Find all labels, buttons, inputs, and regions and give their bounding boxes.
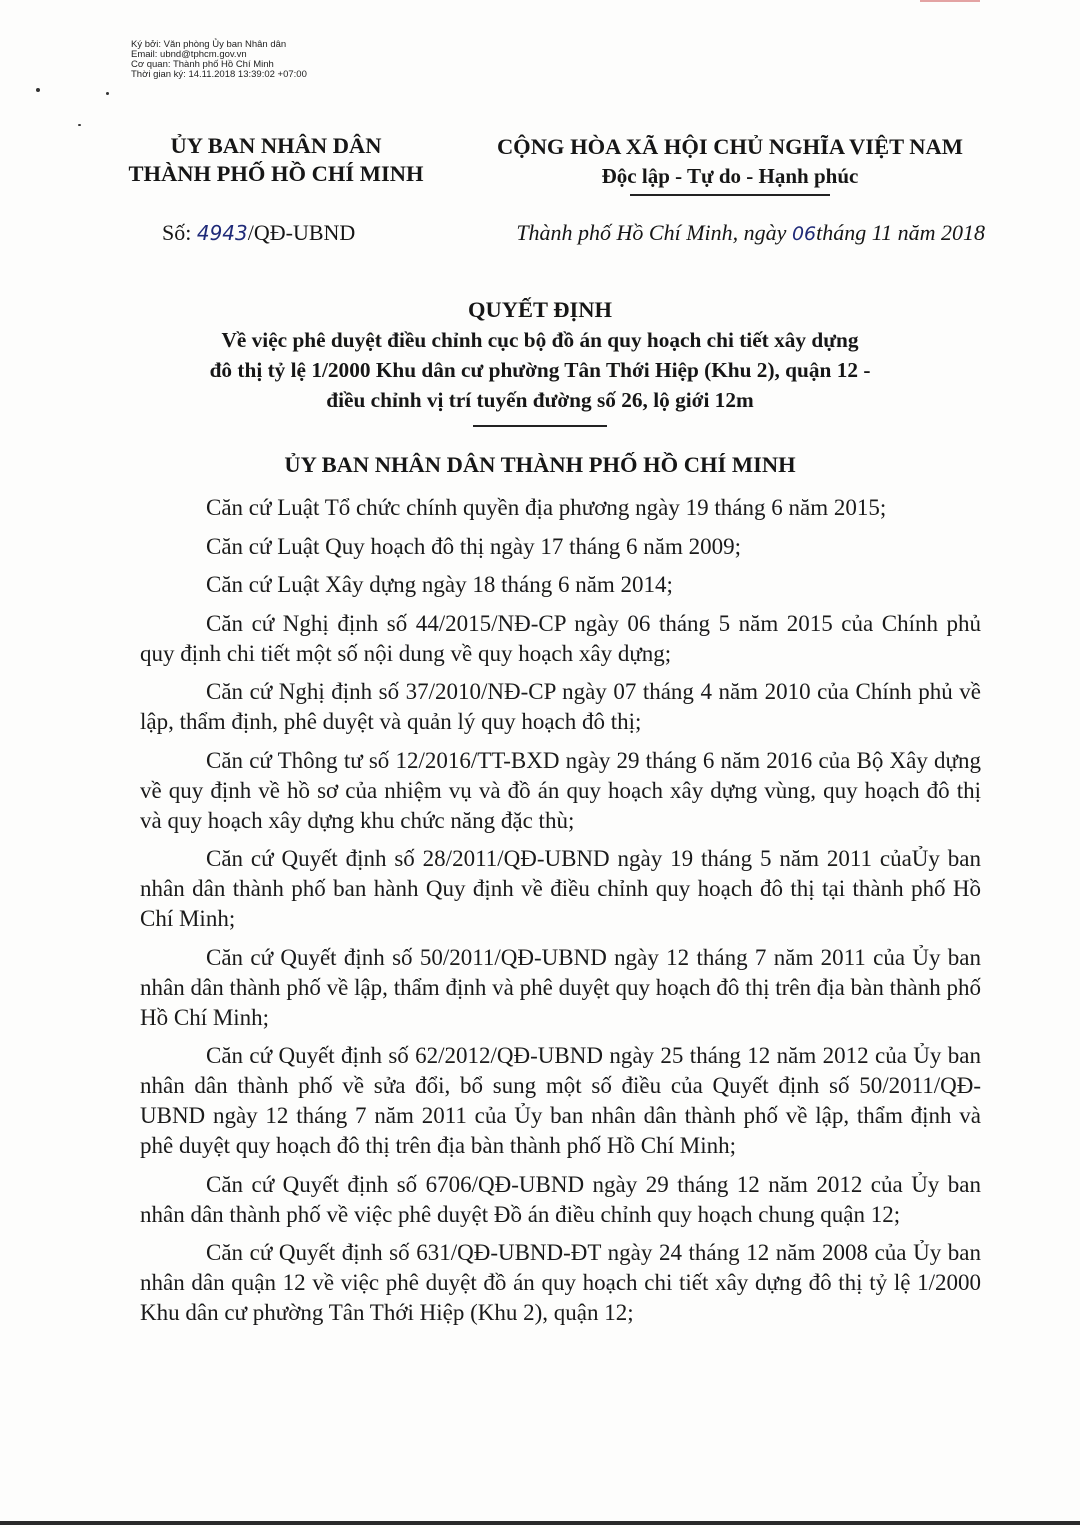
issuing-authority	[100, 132, 452, 188]
legal-basis-paragraph: Căn cứ Luật Quy hoạch đô thị ngày 17 tháng 6 năm 2009;	[206, 533, 741, 559]
legal-basis-paragraph: Căn cứ Luật Xây dựng ngày 18 tháng 6 năm 2014;	[206, 572, 673, 597]
national-motto: Độc lập - Tự do - Hạnh phúc	[601, 164, 859, 188]
digital-signature-block	[131, 40, 307, 80]
signature-time: Thời gian ký: 14.11.2018 13:39:02 +07:00	[131, 69, 307, 80]
motto-underline	[630, 194, 830, 196]
legal-basis-paragraph: Căn cứ Quyết định số 6706/QĐ-UBND ngày 29 tháng 12 năm 2012 của Ủy ban nhân dân thành phố về việc phê duyệt Đồ án điều chỉnh quy hoạch chung quận 12;	[140, 1171, 981, 1227]
signature-email: Email: ubnd@tphcm.gov.vn	[131, 49, 247, 60]
legal-basis-body	[140, 493, 981, 1337]
date-day-handwritten: 06	[791, 223, 817, 245]
decision-subject-line-1: Về việc phê duyệt điều chỉnh cục bộ đồ án quy hoạch chi tiết xây dựng	[221, 328, 859, 352]
legal-basis-paragraph: Căn cứ Nghị định số 44/2015/NĐ-CP ngày 06 tháng 5 năm 2015 của Chính phủ quy định chi tiết một số nội dung về quy hoạch xây dựng;	[140, 610, 981, 666]
legal-basis-paragraph: Căn cứ Nghị định số 37/2010/NĐ-CP ngày 07 tháng 4 năm 2010 của Chính phủ về lập, thẩm định, phê duyệt và quản lý quy hoạch đô thị;	[140, 679, 981, 734]
number-handwritten: 4943	[196, 221, 248, 245]
decision-subject-line-2: đô thị tỷ lệ 1/2000 Khu dân cư phường Tân Thới Hiệp (Khu 2), quận 12 -	[209, 358, 871, 382]
scan-bottom-edge	[0, 1521, 1080, 1525]
signature-signer: Ký bởi: Văn phòng Ủy ban Nhân dân	[131, 39, 287, 50]
national-heading	[470, 132, 990, 196]
legal-basis-paragraph: Căn cứ Quyết định số 28/2011/QĐ-UBND ngày 19 tháng 5 năm 2011 củaỦy ban nhân dân thành phố ban hành Quy định về điều chỉnh quy hoạch đô thị tại thành phố Hồ Chí Minh;	[140, 846, 981, 931]
legal-basis-paragraph: Căn cứ Quyết định số 62/2012/QĐ-UBND ngày 25 tháng 12 năm 2012 của Ủy ban nhân dân thành phố về sửa đổi, bổ sung một số điều của Quyết định số 50/2011/QĐ-UBND ngày 12 tháng 7 năm 2011 của Ủy ban nhân dân thành phố về lập, thẩm định và phê duyệt quy hoạch đô thị trên địa bàn thành phố Hồ Chí Minh;	[140, 1043, 981, 1158]
decision-subject-line-3: điều chỉnh vị trí tuyến đường số 26, lộ giới 12m	[326, 388, 754, 412]
legal-basis-paragraph: Căn cứ Quyết định số 631/QĐ-UBND-ĐT ngày 24 tháng 12 năm 2008 của Ủy ban nhân dân quận 12 về việc phê duyệt đồ án quy hoạch chi tiết xây dựng đô thị tỷ lệ 1/2000 Khu dân cư phường Tân Thới Hiệp (Khu 2), quận 12;	[140, 1240, 981, 1325]
decision-heading: QUYẾT ĐỊNH	[468, 297, 612, 322]
authority-line-1: ỦY BAN NHÂN DÂN	[170, 133, 382, 158]
country-name: CỘNG HÒA XÃ HỘI CHỦ NGHĨA VIỆT NAM	[496, 134, 964, 159]
scan-speck	[78, 124, 81, 126]
date-suffix: tháng 11 năm 2018	[816, 220, 985, 245]
legal-basis-paragraph: Căn cứ Quyết định số 50/2011/QĐ-UBND ngày 12 tháng 7 năm 2011 của Ủy ban nhân dân thành phố về lập, thẩm định và phê duyệt quy hoạch đô thị trên địa bàn thành phố Hồ Chí Minh;	[140, 944, 981, 1030]
decision-title-block	[100, 295, 980, 427]
title-underline	[473, 425, 607, 427]
scan-speck	[106, 92, 109, 95]
edge-scan-mark	[920, 0, 980, 2]
number-suffix: /QĐ-UBND	[247, 220, 356, 245]
legal-basis-paragraph: Căn cứ Luật Tổ chức chính quyền địa phương ngày 19 tháng 6 năm 2015;	[206, 495, 887, 520]
date-prefix: Thành phố Hồ Chí Minh, ngày	[516, 220, 792, 245]
scan-speck	[36, 88, 40, 92]
legal-basis-paragraph: Căn cứ Thông tư số 12/2016/TT-BXD ngày 29 tháng 6 năm 2016 của Bộ Xây dựng về quy định về hồ sơ của nhiệm vụ và đồ án quy hoạch xây dựng vùng, quy hoạch đô thị và quy hoạch xây dựng khu chức năng đặc thù;	[140, 747, 981, 833]
document-date	[516, 220, 985, 246]
issuer-heading: ỦY BAN NHÂN DÂN THÀNH PHỐ HỒ CHÍ MINH	[284, 452, 796, 477]
authority-line-2: THÀNH PHỐ HỒ CHÍ MINH	[128, 161, 424, 186]
signature-agency: Cơ quan: Thành phố Hồ Chí Minh	[131, 59, 274, 70]
document-number	[162, 220, 355, 246]
number-prefix: Số:	[162, 220, 197, 245]
